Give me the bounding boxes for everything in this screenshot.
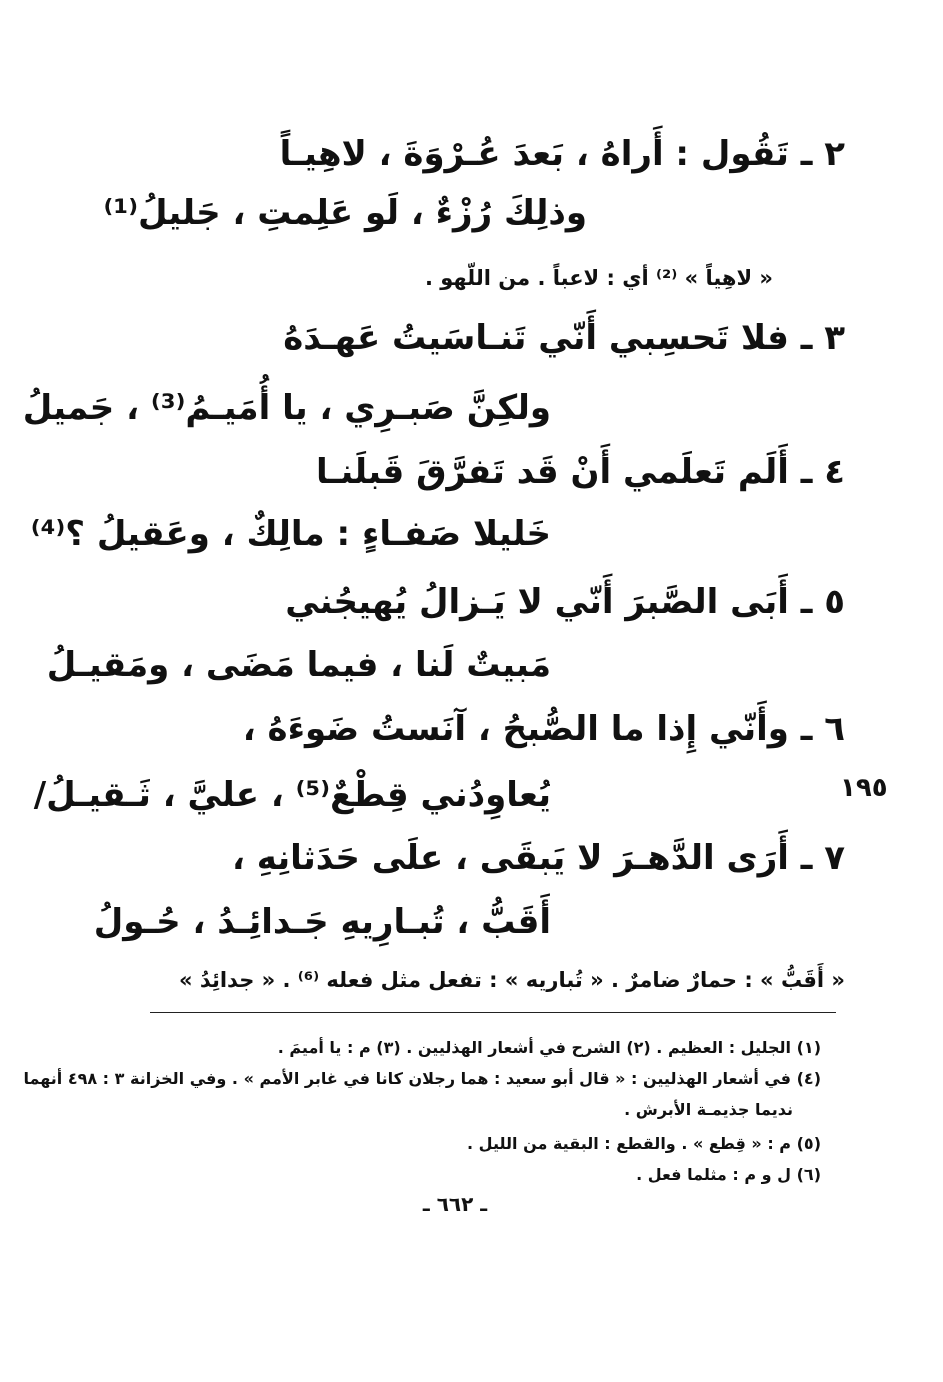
page-number: ـ ٦٦٢ ـ xyxy=(422,1192,488,1216)
footnote-1-2-3: (١) الجليل : العظيم . (٢) الشرح في أشعار الهذليين . (٣) م : يا أميمَ . xyxy=(277,1038,821,1057)
verse-7-second-hemistich: أَقَبُّ ، تُبـارِيهِ جَـدائِـدُ ، حُـولُ xyxy=(93,902,551,942)
verse-6-second-hemistich: يُعاوِدُني قِطْعٌ⁽⁵⁾ ، عليَّ ، ثَـقيـلُ/ xyxy=(33,775,551,815)
verse-5-first-hemistich: ٥ ـ أَبَى الصَّبرَ أَنّي لا يَـزالُ يُهيجُني xyxy=(285,582,845,622)
footnote-4: (٤) في أشعار الهذليين : « قال أبو سعيد : هما رجلان كانا في غابر الأمم » . وفي الخزانة ٣ : ٤٩٨ أنهما xyxy=(23,1069,821,1088)
verse-3-second-hemistich: ولكِنَّ صَبـرِي ، يا أُمَيـمُ⁽³⁾ ، جَميلُ xyxy=(22,388,551,428)
verse-3-first-hemistich: ٣ ـ فلا تَحسِبي أَنّي تَنـاسَيتُ عَهـدَهُ xyxy=(283,318,845,358)
gloss-verse-2: « لاهِياً » ⁽²⁾ أي : لاعباً . من اللّهو . xyxy=(424,266,773,290)
footnote-5: (٥) م : « قِطع » . والقطع : البقية من الليل . xyxy=(467,1134,821,1153)
margin-page-reference: ١٩٥ xyxy=(840,773,888,803)
verse-2-second-hemistich: وذلِكَ رُزْءٌ ، لَو عَلِمتِ ، جَليلُ⁽¹⁾ xyxy=(103,193,587,233)
footnote-4-continued: نديما جذيمـة الأبرش . xyxy=(624,1100,793,1119)
verse-6-first-hemistich: ٦ ـ وأَنّي إِذا ما الصُّبحُ ، آنَستُ ضَوءَهُ ، xyxy=(242,709,845,749)
verse-5-second-hemistich: مَبيتٌ لَنا ، فيما مَضَى ، ومَقيـلُ xyxy=(46,645,551,685)
verse-4-first-hemistich: ٤ ـ أَلَم تَعلَمي أَنْ قَد تَفرَّقَ قَبلَنـا xyxy=(315,452,845,492)
verse-7-first-hemistich: ٧ ـ أَرَى الدَّهـرَ لا يَبقَى ، علَى حَدَثانِهِ ، xyxy=(232,838,845,878)
footnote-6: (٦) ل و م : مثلما فعل . xyxy=(636,1165,821,1184)
verse-2-first-hemistich: ٢ ـ تَقُول : أَراهُ ، بَعدَ عُـرْوَةَ ، لاهِيـاً xyxy=(279,134,845,174)
footnote-separator xyxy=(150,1012,836,1013)
verse-4-second-hemistich: خَليلا صَفـاءٍ : مالِكٌ ، وعَقيلُ ؟⁽⁴⁾ xyxy=(30,514,551,554)
gloss-verse-7: « أَقَبُّ » : حمارٌ ضامرٌ . « تُباريه » : تفعل مثل فعله ⁽⁶⁾ . « جدائِدُ » xyxy=(178,968,845,992)
